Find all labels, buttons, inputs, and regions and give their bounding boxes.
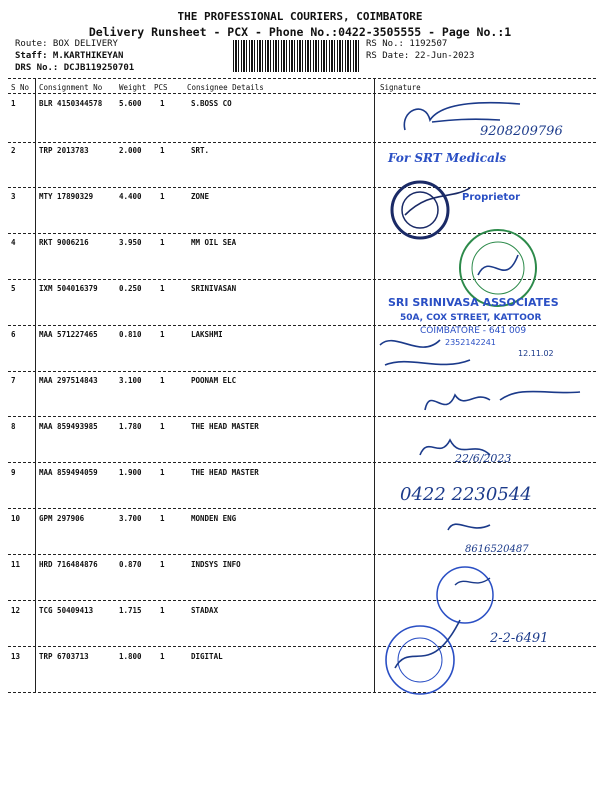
- cell-sno: 12: [11, 606, 21, 615]
- cell-consignee: POONAM ELC: [191, 376, 237, 385]
- cell-sno: 4: [11, 238, 16, 247]
- cell-sno: 3: [11, 192, 16, 201]
- cell-sno: 6: [11, 330, 16, 339]
- cell-consignee: LAKSHMI: [191, 330, 223, 339]
- rs-date: RS Date: 22-Jun-2023: [366, 51, 475, 61]
- runsheet-subtitle: Delivery Runsheet - PCX - Phone No.:0422-3505555 - Page No.:1: [88, 25, 512, 39]
- cell-pcs: 1: [160, 468, 165, 477]
- cell-consignment: MAA 859493985: [39, 422, 98, 431]
- cell-consignment: TRP 2013783: [39, 146, 89, 155]
- row-rule: [8, 233, 596, 234]
- cell-weight: 2.000: [119, 146, 142, 155]
- cell-pcs: 1: [160, 514, 165, 523]
- cell-weight: 1.715: [119, 606, 142, 615]
- cell-weight: 3.950: [119, 238, 142, 247]
- cell-pcs: 1: [160, 146, 165, 155]
- cell-sno: 11: [11, 560, 21, 569]
- cell-consignee: DIGITAL: [191, 652, 223, 661]
- row-rule: [8, 187, 596, 188]
- row-rule: [8, 416, 596, 417]
- cell-sno: 9: [11, 468, 16, 477]
- row-rule: [8, 279, 596, 280]
- col-header-signature: Signature: [380, 83, 421, 92]
- cell-pcs: 1: [160, 238, 165, 247]
- cell-weight: 1.780: [119, 422, 142, 431]
- col-header-pcs: PCS: [154, 83, 168, 92]
- header-bottom-rule: [8, 93, 596, 94]
- phone-row-10: 8616520487: [465, 544, 529, 555]
- cell-sno: 5: [11, 284, 16, 293]
- cell-consignee: SRT.: [191, 146, 210, 155]
- srinivasa-stamp-name: SRI SRINIVASA ASSOCIATES: [388, 296, 559, 309]
- cell-sno: 10: [11, 514, 21, 523]
- srinivasa-stamp-address: 50A, COX STREET, KATTOOR: [400, 313, 542, 323]
- cell-consignment: IXM 504016379: [39, 284, 98, 293]
- cell-consignee: THE HEAD MASTER: [191, 468, 259, 477]
- table-row: [0, 422, 600, 467]
- table-row: [0, 606, 600, 651]
- staff-label: Staff: M.KARTHIKEYAN: [15, 51, 124, 61]
- col-header-consignee: Consignee Details: [187, 83, 264, 92]
- cell-sno: 7: [11, 376, 16, 385]
- row-rule: [8, 371, 596, 372]
- cell-weight: 1.800: [119, 652, 142, 661]
- cell-weight: 0.250: [119, 284, 142, 293]
- barcode: [233, 40, 361, 72]
- table-row: [0, 652, 600, 692]
- cell-weight: 0.810: [119, 330, 142, 339]
- cell-consignee: THE HEAD MASTER: [191, 422, 259, 431]
- table-row: [0, 514, 600, 559]
- number-row-12: 2-2-6491: [490, 631, 549, 646]
- cell-pcs: 1: [160, 330, 165, 339]
- rs-number: RS No.: 1192507: [366, 39, 448, 49]
- col-header-consignment: Consignment No: [39, 83, 103, 92]
- row-rule: [8, 325, 596, 326]
- row-rule: [8, 646, 596, 647]
- table-row: [0, 560, 600, 605]
- route-label: Route: BOX DELIVERY: [15, 39, 118, 49]
- cell-consignment: MAA 859494059: [39, 468, 98, 477]
- table-row: [0, 468, 600, 513]
- date-row-6: 12.11.02: [518, 349, 554, 358]
- cell-consignment: MAA 297514843: [39, 376, 98, 385]
- cell-consignee: MONDEN ENG: [191, 514, 237, 523]
- table-row: [0, 284, 600, 329]
- cell-sno: 2: [11, 146, 16, 155]
- cell-weight: 5.600: [119, 99, 142, 108]
- table-bottom-rule: [8, 692, 596, 693]
- cell-consignment: HRD 716484876: [39, 560, 98, 569]
- cell-consignment: RKT 9006216: [39, 238, 89, 247]
- cell-consignment: MTY 17890329: [39, 192, 94, 201]
- srt-stamp: For SRT Medicals: [388, 151, 507, 165]
- srinivasa-stamp-phone: 2352142241: [445, 338, 496, 347]
- cell-consignee: MM OIL SEA: [191, 238, 237, 247]
- table-row: [0, 330, 600, 375]
- table-top-rule: [8, 78, 596, 79]
- cell-weight: 3.100: [119, 376, 142, 385]
- phone-row-9: 0422 2230544: [400, 484, 532, 505]
- col-header-sno: S No: [11, 83, 30, 92]
- cell-pcs: 1: [160, 560, 165, 569]
- row-rule: [8, 600, 596, 601]
- row-rule: [8, 554, 596, 555]
- cell-pcs: 1: [160, 606, 165, 615]
- cell-sno: 13: [11, 652, 21, 661]
- cell-pcs: 1: [160, 192, 165, 201]
- cell-pcs: 1: [160, 422, 165, 431]
- table-row: [0, 146, 600, 191]
- cell-consignee: INDSYS INFO: [191, 560, 241, 569]
- cell-consignee: ZONE: [191, 192, 210, 201]
- cell-weight: 0.870: [119, 560, 142, 569]
- cell-weight: 1.900: [119, 468, 142, 477]
- cell-pcs: 1: [160, 99, 165, 108]
- cell-weight: 4.400: [119, 192, 142, 201]
- cell-consignment: TRP 6703713: [39, 652, 89, 661]
- cell-consignment: MAA 571227465: [39, 330, 98, 339]
- row-rule: [8, 508, 596, 509]
- cell-sno: 8: [11, 422, 16, 431]
- cell-pcs: 1: [160, 652, 165, 661]
- cell-weight: 3.700: [119, 514, 142, 523]
- drs-label: DRS No.: DCJB119250701: [15, 63, 135, 73]
- table-row: [0, 99, 600, 146]
- cell-consignment: TCG 50409413: [39, 606, 94, 615]
- table-row: [0, 376, 600, 421]
- srinivasa-stamp-city: COIMBATORE - 641 009: [420, 326, 527, 336]
- cell-sno: 1: [11, 99, 16, 108]
- cell-consignee: STADAX: [191, 606, 219, 615]
- cell-consignee: SRINIVASAN: [191, 284, 237, 293]
- cell-consignment: BLR 4150344578: [39, 99, 103, 108]
- signature-1-number: 9208209796: [480, 124, 563, 139]
- date-row-9: 22/6/2023: [455, 452, 512, 465]
- row-rule: [8, 142, 596, 143]
- proprietor-label: Proprietor: [462, 192, 521, 203]
- table-row: [0, 192, 600, 237]
- cell-pcs: 1: [160, 376, 165, 385]
- company-title: THE PROFESSIONAL COURIERS, COIMBATORE: [177, 10, 423, 23]
- col-header-weight: Weight: [119, 83, 147, 92]
- cell-pcs: 1: [160, 284, 165, 293]
- table-row: [0, 238, 600, 283]
- cell-consignment: GPM 297906: [39, 514, 85, 523]
- cell-consignee: S.BOSS CO: [191, 99, 232, 108]
- row-rule: [8, 462, 596, 463]
